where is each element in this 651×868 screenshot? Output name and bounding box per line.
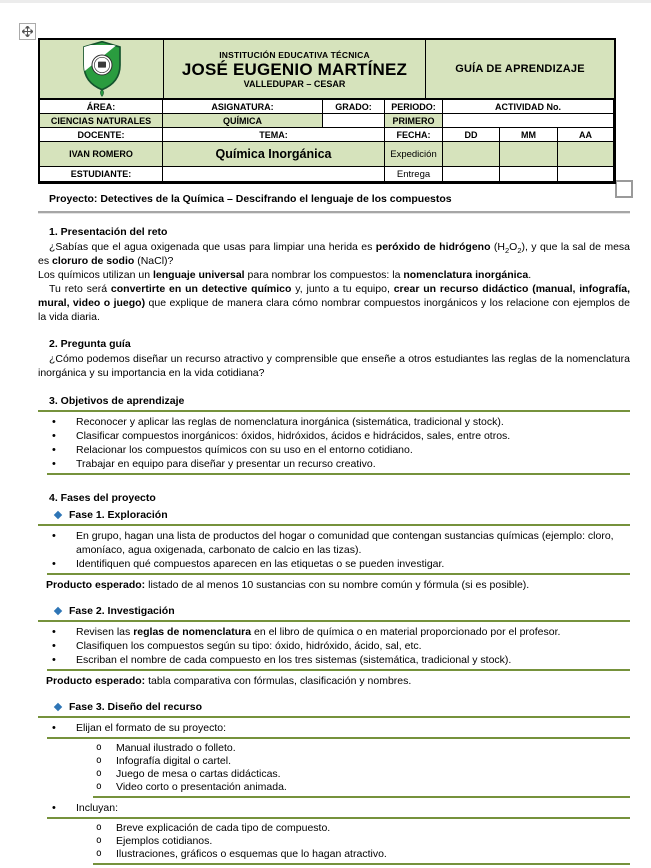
fase-heading: [55, 700, 630, 714]
paragraph: Los químicos utilizan un lenguaje universal para nombrar los compuestos: la nomenclatura inorgánica.: [38, 269, 532, 281]
paragraph: Producto esperado: listado de al menos 10 sustancias con su nombre común y fórmula (si es posible).: [46, 579, 530, 591]
paragraph: Producto esperado: tabla comparativa con fórmulas, clasificación y nombres.: [46, 675, 412, 687]
actividad-label: ACTIVIDAD No.: [443, 100, 614, 114]
bullet-icon: •: [52, 416, 56, 428]
diamond-bullet-icon: [54, 607, 62, 615]
spacer: [38, 324, 630, 330]
section-divider: [47, 669, 630, 671]
area-label: ÁREA:: [40, 100, 163, 114]
bullet-icon: •: [52, 654, 56, 666]
tema-label: TEMA:: [163, 128, 385, 142]
school-logo: [80, 41, 124, 97]
bullet-item: • Reconocer y aplicar las reglas de nomenclatura inorgánica (sistemática, tradicional y stock).: [52, 416, 504, 428]
mm-label: MM: [500, 128, 558, 142]
paragraph: ¿Sabías que el agua oxigenada que usas para limpiar una herida es peróxido de hidrógeno $(H_2O_2)$, y que la sal de mesa es cloruro de sodio (NaCl)?: [38, 241, 630, 267]
circle-bullet-icon: o: [96, 742, 102, 753]
estudiante-value: [163, 167, 385, 182]
asignatura-label: ASIGNATURA:: [163, 100, 323, 114]
actividad-value: [443, 114, 614, 128]
bullet-item: • Relacionar los compuestos químicos con su uso en el entorno cotidiano.: [52, 444, 413, 456]
docente-value: IVAN ROMERO: [40, 142, 163, 167]
expedicion-dd-cell: [443, 142, 500, 167]
sub-bullet-item: o Ilustraciones, gráficos o esquemas que lo hagan atractivo.: [96, 848, 387, 860]
entrega-dd-cell: [443, 167, 500, 182]
guide-title: GUÍA DE APRENDIZAJE: [426, 40, 614, 98]
project-title: Proyecto: Detectives de la Química – Descifrando el lenguaje de los compuestos: [49, 193, 452, 205]
bullet-icon: •: [52, 626, 56, 638]
circle-bullet-icon: o: [96, 835, 102, 846]
sub-bullet-item: o Ejemplos cotidianos.: [96, 835, 213, 847]
expedicion-mm-cell: [500, 142, 558, 167]
diamond-bullet-icon: [54, 703, 62, 711]
institution-cell: [164, 40, 426, 98]
bullet-item: • Clasifiquen los compuestos según su tipo: óxido, hidróxido, ácido, sal, etc.: [52, 640, 422, 652]
section-divider: [47, 817, 630, 819]
bullet-item: • Identifiquen qué compuestos aparecen en las etiquetas o se pueden investigar.: [52, 558, 445, 570]
entrega-mm-cell: [500, 167, 558, 182]
page-top-edge: [0, 0, 651, 3]
entrega-aa-cell: [558, 167, 614, 182]
sub-bullet-item: o Video corto o presentación animada.: [96, 781, 287, 793]
section-divider: [47, 737, 630, 739]
circle-bullet-icon: o: [96, 755, 102, 766]
sub-bullet-item: o Juego de mesa o cartas didácticas.: [96, 768, 281, 780]
section-divider: [47, 573, 630, 575]
header-table: [38, 38, 616, 184]
bullet-item: • Clasificar compuestos inorgánicos: óxidos, hidróxidos, ácidos e hidrácidos, sales, entre otros.: [52, 430, 511, 442]
section-heading: 4. Fases del proyecto: [49, 492, 156, 504]
sub-bullet-item: o Manual ilustrado o folleto.: [96, 742, 236, 754]
circle-bullet-icon: o: [96, 848, 102, 859]
sub-bullet-item: o Infografía digital o cartel.: [96, 755, 231, 767]
sub-bullet-item: o Breve explicación de cada tipo de compuesto.: [96, 822, 331, 834]
periodo-value: PRIMERO: [385, 114, 443, 128]
spacer: [38, 688, 630, 697]
bullet-icon: •: [52, 458, 56, 470]
diamond-bullet-icon: [54, 511, 62, 519]
section-divider: [38, 716, 630, 718]
section-heading: 3. Objetivos de aprendizaje: [49, 395, 185, 407]
bullet-item: • En grupo, hagan una lista de productos del hogar o comunidad que contengan sustancias químicas (ejemplo: cloro, amoníaco, agua oxigenada, carbonato de calcio en las tizas).: [52, 530, 614, 556]
section-heading: 2. Pregunta guía: [49, 338, 131, 350]
expedicion-label: Expedición: [385, 142, 443, 167]
section-divider: [93, 796, 630, 798]
fase-heading: [55, 604, 630, 618]
paragraph: ¿Cómo podemos diseñar un recurso atractivo y comprensible que enseñe a otros estudiantes las reglas de la nomenclatura inorgánica y su importancia en la vida cotidiana?: [38, 353, 630, 379]
circle-bullet-icon: o: [96, 768, 102, 779]
bullet-icon: •: [52, 430, 56, 442]
grado-label: GRADO:: [323, 100, 385, 114]
bullet-icon: •: [52, 530, 56, 542]
fase-heading-label: Fase 2. Investigación: [69, 605, 175, 617]
spacer: [38, 380, 630, 387]
section-divider: [47, 473, 630, 475]
bullet-icon: •: [52, 558, 56, 570]
document-body: [38, 189, 630, 868]
circle-bullet-icon: o: [96, 822, 102, 833]
docente-label: DOCENTE:: [40, 128, 163, 142]
section-divider: [38, 524, 630, 526]
area-value: CIENCIAS NATURALES: [40, 114, 163, 128]
bullet-item: • Escriban el nombre de cada compuesto en los tres sistemas (sistemática, tradicional y stock).: [52, 654, 512, 666]
institution-name: JOSÉ EUGENIO MARTÍNEZ: [181, 59, 408, 79]
table-move-handle[interactable]: [19, 23, 36, 40]
circle-bullet-icon: o: [96, 781, 102, 792]
metadata-grid: [40, 100, 614, 182]
tema-value: Química Inorgánica: [163, 142, 385, 167]
asignatura-value: QUÍMICA: [163, 114, 323, 128]
aa-label: AA: [558, 128, 614, 142]
section-divider: [38, 620, 630, 622]
estudiante-label: ESTUDIANTE:: [40, 167, 163, 182]
dd-label: DD: [443, 128, 500, 142]
institution-type: INSTITUCIÓN EDUCATIVA TÉCNICA: [219, 49, 370, 60]
paragraph: Tu reto será convertirte en un detective químico y, junto a tu equipo, crear un recurso didáctico (manual, infografía, mural, video o juego) que explique de manera clara cómo nombrar compuestos inorgánicos y los relacione con ejemplos de la vida diaria.: [38, 283, 630, 323]
spacer: [38, 478, 630, 484]
fase-heading: [55, 508, 630, 522]
move-cross-icon: [22, 26, 33, 37]
section-divider: [38, 410, 630, 412]
bullet-icon: •: [52, 802, 56, 814]
bullet-icon: •: [52, 640, 56, 652]
header-row: [40, 40, 614, 100]
fecha-label: FECHA:: [385, 128, 443, 142]
spacer: [38, 214, 630, 218]
periodo-label: PERIODO:: [385, 100, 443, 114]
entrega-label: Entrega: [385, 167, 443, 182]
grado-value: [323, 114, 385, 128]
bullet-item: • Elijan el formato de su proyecto:: [52, 722, 226, 734]
expedicion-aa-cell: [558, 142, 614, 167]
section-divider: [93, 863, 630, 865]
bullet-icon: •: [52, 722, 56, 734]
bullet-item: • Trabajar en equipo para diseñar y presentar un recurso creativo.: [52, 458, 376, 470]
institution-city: VALLEDUPAR – CESAR: [243, 78, 346, 89]
spacer: [38, 592, 630, 601]
bullet-item: • Revisen las reglas de nomenclatura en el libro de química o en material proporcionado por el profesor.: [52, 626, 561, 638]
bullet-icon: •: [52, 444, 56, 456]
fase-heading-label: Fase 1. Exploración: [69, 509, 168, 521]
school-logo-cell: [40, 40, 164, 98]
bullet-item: • Incluyan:: [52, 802, 119, 814]
section-heading: 1. Presentación del reto: [49, 226, 168, 238]
fase-heading-label: Fase 3. Diseño del recurso: [69, 701, 203, 713]
